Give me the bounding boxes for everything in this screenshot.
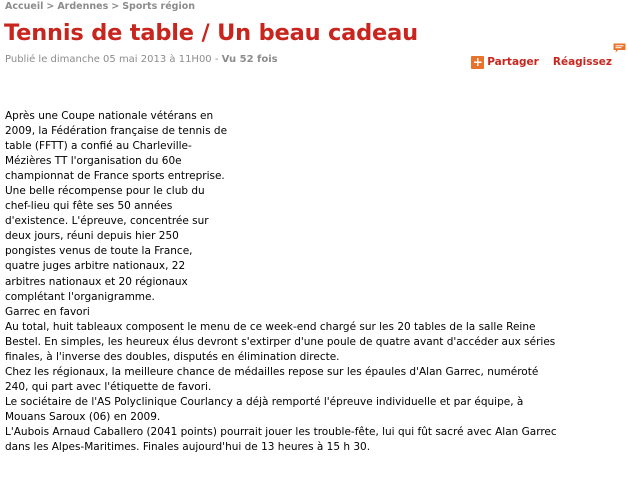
paragraph <box>5 365 623 395</box>
body-line: chef-lieu qui fête ses 50 années <box>5 200 173 213</box>
publish-date: Publié le dimanche 05 mai 2013 à 11H00 - <box>5 54 219 65</box>
react-button[interactable] <box>553 56 616 68</box>
subheading: Garrec en favori <box>5 305 90 318</box>
body-line: deux jours, réuni depuis hier 250 <box>5 230 179 243</box>
share-button[interactable] <box>471 56 539 69</box>
body-line: Le sociétaire de l'AS Polyclinique Courlancy a déjà remporté l'épreuve individuelle et par équipe, à <box>5 395 524 408</box>
article-actions <box>471 52 616 72</box>
body-line: d'existence. L'épreuve, concentrée sur <box>5 215 209 228</box>
breadcrumb-item-sports-region[interactable]: Sports région <box>122 1 196 12</box>
body-line: Mézières TT l'organisation du 60e <box>5 155 182 168</box>
breadcrumb-separator: > <box>111 1 120 12</box>
react-label: Réagissez <box>552 56 612 68</box>
body-line: Après une Coupe nationale vétérans en <box>5 110 214 122</box>
body-line: Au total, huit tableaux composent le menu de ce week-end chargé sur les 20 tables de la salle Reine <box>5 320 536 333</box>
body-line: table (FFTT) a confié au Charleville- <box>5 140 192 153</box>
view-count: Vu 52 fois <box>221 54 278 65</box>
article-meta <box>5 54 278 65</box>
breadcrumb-separator: > <box>46 1 55 12</box>
intro-block <box>5 109 255 305</box>
body-line: Bestel. En simples, les heureux élus devront s'extirper d'une poule de quatre avant d'accéder aux séries <box>5 335 556 348</box>
breadcrumb-item-home[interactable]: Accueil <box>5 1 44 12</box>
breadcrumb <box>5 1 625 15</box>
body-line: complétant l'organigramme. <box>5 290 155 303</box>
body-line: Mouans Saroux (06) en 2009. <box>5 410 161 423</box>
body-line: arbitres nationaux et 20 régionaux <box>5 275 188 288</box>
body-line: finales, à l'inverse des doubles, disputés en élimination directe. <box>5 350 340 363</box>
paragraph <box>5 395 623 425</box>
paragraph <box>5 320 623 365</box>
body-line: 2009, la Fédération française de tennis de <box>5 125 228 138</box>
body-line: dans les Alpes-Maritimes. Finales aujourd'hui de 13 heures à 15 h 30. <box>5 441 371 454</box>
body-line: quatre juges arbitre nationaux, 22 <box>5 260 186 273</box>
article-title: Tennis de table / Un beau cadeau <box>4 20 418 46</box>
plus-icon: + <box>472 54 483 69</box>
body-line: Une belle récompense pour le club du <box>5 185 205 198</box>
breadcrumb-item-ardennes[interactable]: Ardennes <box>57 1 109 12</box>
article-body <box>5 109 623 455</box>
share-label: Partager <box>487 56 539 68</box>
paragraph <box>5 425 623 455</box>
body-line: L'Aubois Arnaud Caballero (2041 points) pourrait jouer les trouble-fête, lui qui fût sacré avec Alan Garrec <box>5 425 557 438</box>
body-line: pongistes venus de toute la France, <box>5 245 193 258</box>
body-line: championnat de France sports entreprise. <box>5 170 225 183</box>
speech-bubble-icon <box>613 43 626 53</box>
body-line: 240, qui part avec l'étiquette de favori. <box>5 380 212 393</box>
body-line: Chez les régionaux, la meilleure chance de médailles repose sur les épaules d'Alan Garrec, numéroté <box>5 365 539 378</box>
